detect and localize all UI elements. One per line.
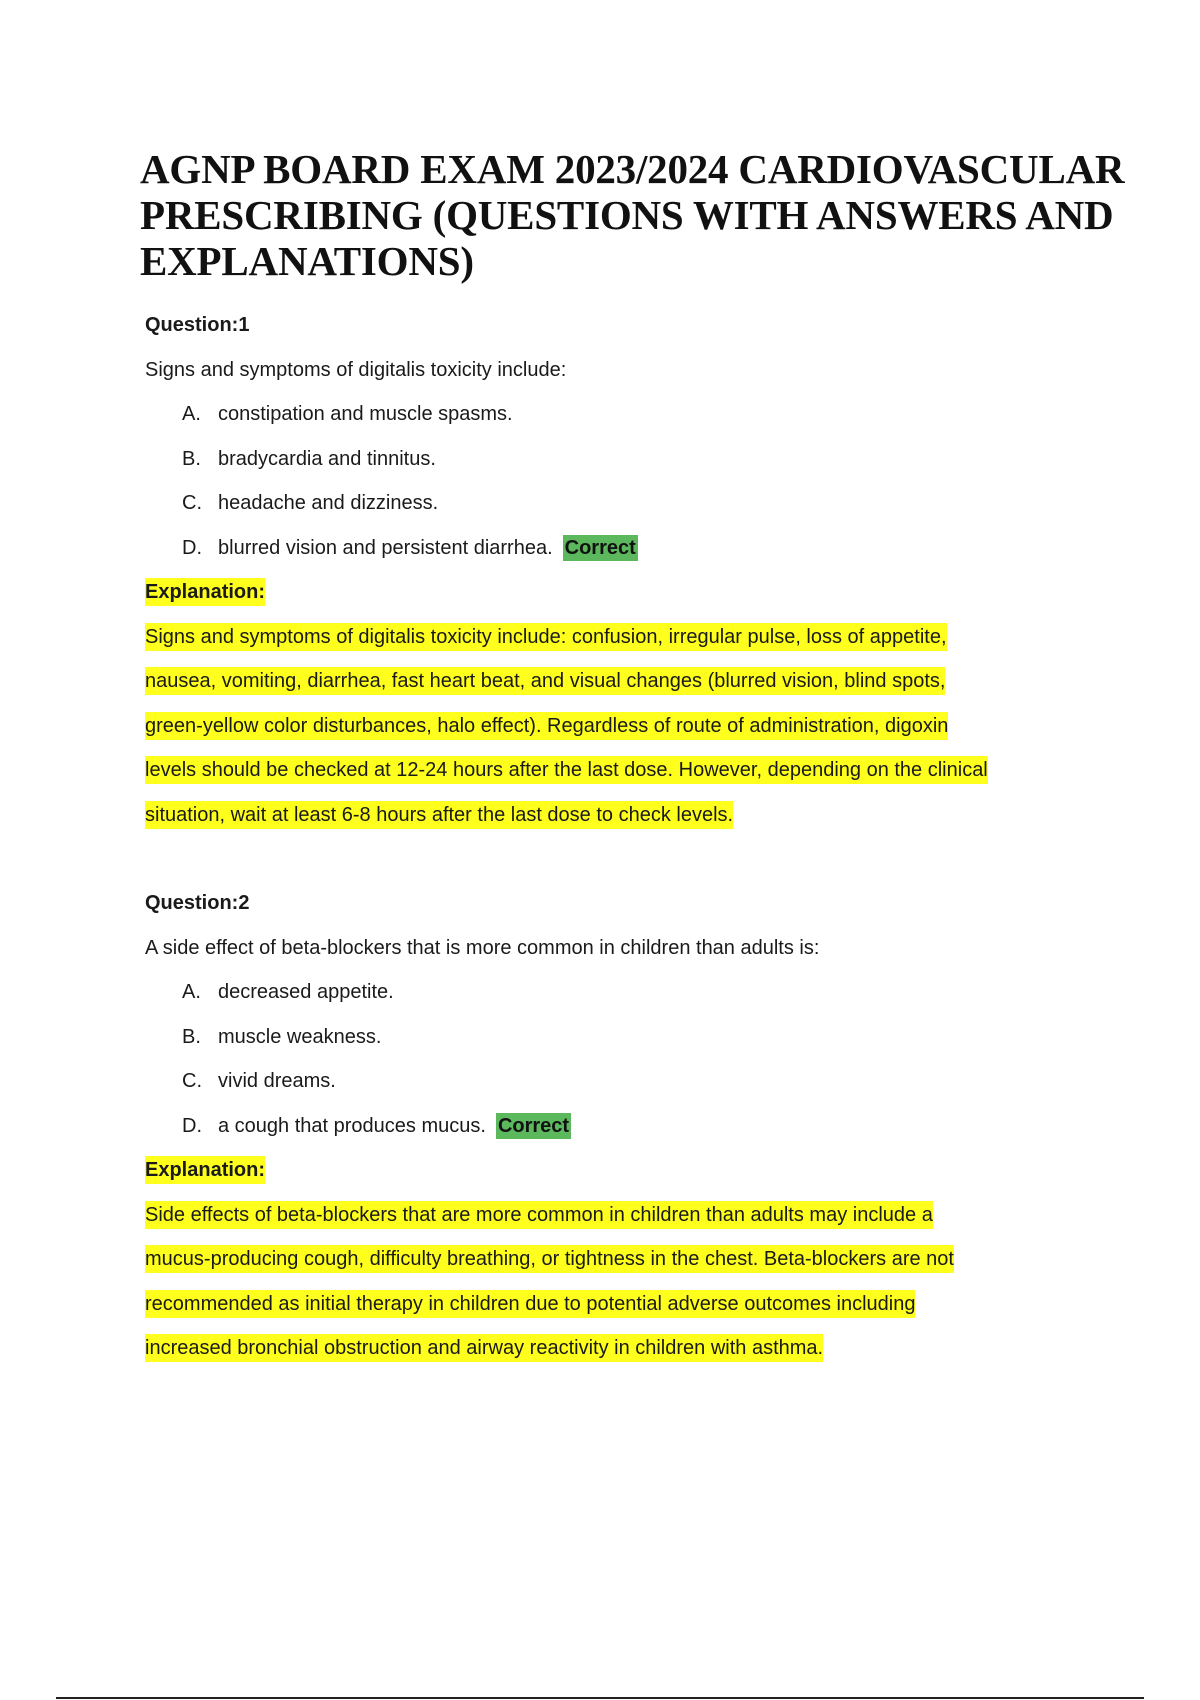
explanation-heading	[145, 1148, 1135, 1193]
explanation-line: increased bronchial obstruction and airway reactivity in children with asthma.	[145, 1334, 823, 1362]
explanation-heading	[145, 570, 1135, 615]
option-letter: C.	[182, 492, 202, 514]
option-text: a cough that produces mucus.	[218, 1114, 486, 1137]
option-letter: D.	[182, 536, 202, 559]
option-text: decreased appetite.	[218, 981, 394, 1003]
question-label: Question:1	[145, 314, 250, 336]
option-text: muscle weakness.	[218, 1025, 382, 1048]
question-stem: A side effect of beta-blockers that is more common in children than adults is:	[145, 936, 820, 959]
answer-options	[145, 970, 1135, 1148]
question-block	[145, 881, 1135, 1371]
question-block	[145, 303, 1135, 837]
explanation-label: Explanation:	[145, 1156, 265, 1184]
option-letter: A.	[182, 981, 201, 1003]
page-title: AGNP BOARD EXAM 2023/2024 CARDIOVASCULAR PRESCRIBING (QUESTIONS WITH ANSWERS AND EXPLANATIONS)	[140, 146, 1125, 284]
option-letter: C.	[182, 1070, 202, 1092]
option-text: headache and dizziness.	[218, 492, 439, 514]
explanation-line: recommended as initial therapy in children due to potential adverse outcomes including	[145, 1290, 915, 1318]
explanation-line: Signs and symptoms of digitalis toxicity include: confusion, irregular pulse, loss of appetite,	[145, 623, 947, 651]
explanation-line: mucus-producing cough, difficulty breathing, or tightness in the chest. Beta-blockers are not	[145, 1245, 954, 1273]
explanation-line: situation, wait at least 6-8 hours after the last dose to check levels.	[145, 801, 733, 829]
option-text: bradycardia and tinnitus.	[218, 447, 436, 470]
option-letter: B.	[182, 447, 201, 470]
explanation-text	[145, 615, 1135, 838]
answer-option	[145, 437, 1135, 482]
answer-option-correct	[145, 526, 1135, 571]
explanation-line: nausea, vomiting, diarrhea, fast heart beat, and visual changes (blurred vision, blind spots,	[145, 667, 945, 695]
question-stem: Signs and symptoms of digitalis toxicity include:	[145, 358, 567, 381]
option-letter: D.	[182, 1114, 202, 1137]
answer-option	[145, 481, 1135, 526]
correct-badge: Correct	[497, 1114, 570, 1137]
option-text: blurred vision and persistent diarrhea.	[218, 536, 553, 559]
option-letter: B.	[182, 1025, 201, 1048]
explanation-label: Explanation:	[145, 578, 265, 606]
answer-option	[145, 1059, 1135, 1104]
explanation-text	[145, 1193, 1135, 1371]
explanation-line: Side effects of beta-blockers that are more common in children than adults may include a	[145, 1201, 933, 1229]
answer-option-correct	[145, 1104, 1135, 1149]
answer-option	[145, 970, 1135, 1015]
answer-option	[145, 1015, 1135, 1060]
option-letter: A.	[182, 403, 201, 425]
answer-option	[145, 392, 1135, 437]
explanation-line: levels should be checked at 12-24 hours after the last dose. However, depending on the clinical	[145, 756, 988, 784]
footer-divider	[56, 1697, 1144, 1699]
explanation-line: green-yellow color disturbances, halo effect). Regardless of route of administration, digoxin	[145, 712, 948, 740]
option-text: vivid dreams.	[218, 1070, 336, 1092]
question-label: Question:2	[145, 892, 250, 914]
answer-options	[145, 392, 1135, 570]
correct-badge: Correct	[564, 536, 636, 559]
option-text: constipation and muscle spasms.	[218, 403, 513, 425]
